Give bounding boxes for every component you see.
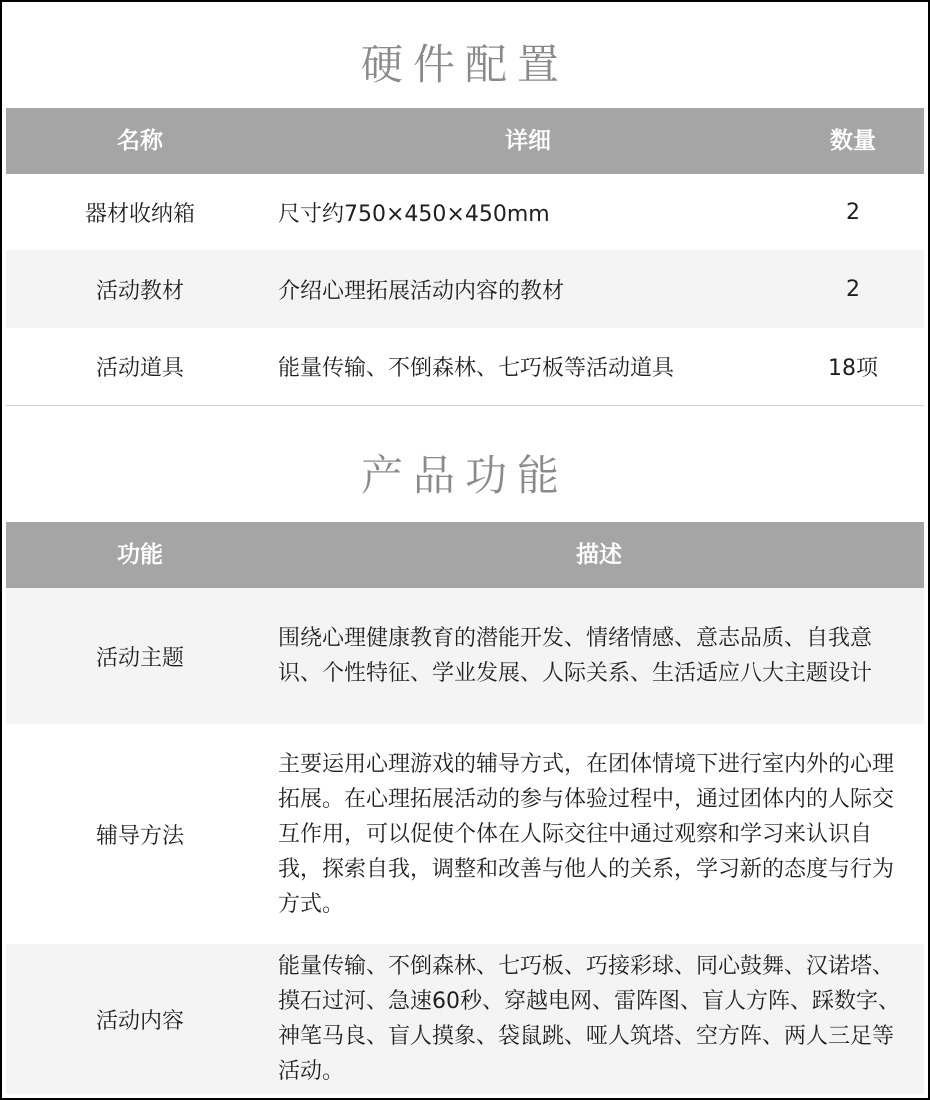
feature-name: 活动内容 xyxy=(95,1008,184,1034)
item-detail: 介绍心理拓展活动内容的教材 xyxy=(278,278,565,304)
features-table-header xyxy=(6,522,924,588)
item-qty: 2 xyxy=(846,276,860,302)
item-name: 活动道具 xyxy=(95,355,184,381)
feature-name: 活动主题 xyxy=(95,645,184,671)
table-row xyxy=(6,588,924,724)
hardware-section-title: 硬件配置 xyxy=(360,40,569,89)
item-qty: 2 xyxy=(846,199,860,225)
table-divider xyxy=(6,405,924,406)
feature-name: 辅导方法 xyxy=(95,823,184,849)
item-detail: 尺寸约750×450×450mm xyxy=(278,201,550,227)
feature-description: 主要运用心理游戏的辅导方式，在团体情境下进行室内外的心理拓展。在心理拓展活动的参与体验过程中，通过团体内的人际交互作用，可以促使个体在人际交往中通过观察和学习来认识自我，探索自我，调整和改善与他人的关系，学习新的态度与行为方式。 xyxy=(278,751,895,917)
table-row xyxy=(6,250,924,328)
table-row xyxy=(6,724,924,944)
header-name: 名称 xyxy=(117,128,163,154)
item-name: 器材收纳箱 xyxy=(84,201,195,227)
item-qty: 18项 xyxy=(828,355,878,381)
item-name: 活动教材 xyxy=(95,278,184,304)
header-qty: 数量 xyxy=(830,128,876,154)
hardware-table-header xyxy=(6,108,924,174)
feature-description: 围绕心理健康教育的潜能开发、情绪情感、意志品质、自我意识、个性特征、学业发展、人际关系、生活适应八大主题设计 xyxy=(278,626,873,686)
table-row xyxy=(6,328,924,404)
item-detail: 能量传输、不倒森林、七巧板等活动道具 xyxy=(278,355,675,381)
header-description: 描述 xyxy=(576,542,622,568)
header-detail: 详细 xyxy=(505,128,551,154)
feature-description: 能量传输、不倒森林、七巧板、巧接彩球、同心鼓舞、汉诺塔、摸石过河、急速60秒、穿越电网、雷阵图、盲人方阵、踩数字、神笔马良、盲人摸象、袋鼠跳、哑人筑塔、空方阵、两人三足等活动。 xyxy=(278,954,900,1084)
table-row xyxy=(6,944,924,1094)
table-row xyxy=(6,174,924,250)
features-section-title: 产品功能 xyxy=(360,451,569,500)
header-function: 功能 xyxy=(117,542,163,568)
